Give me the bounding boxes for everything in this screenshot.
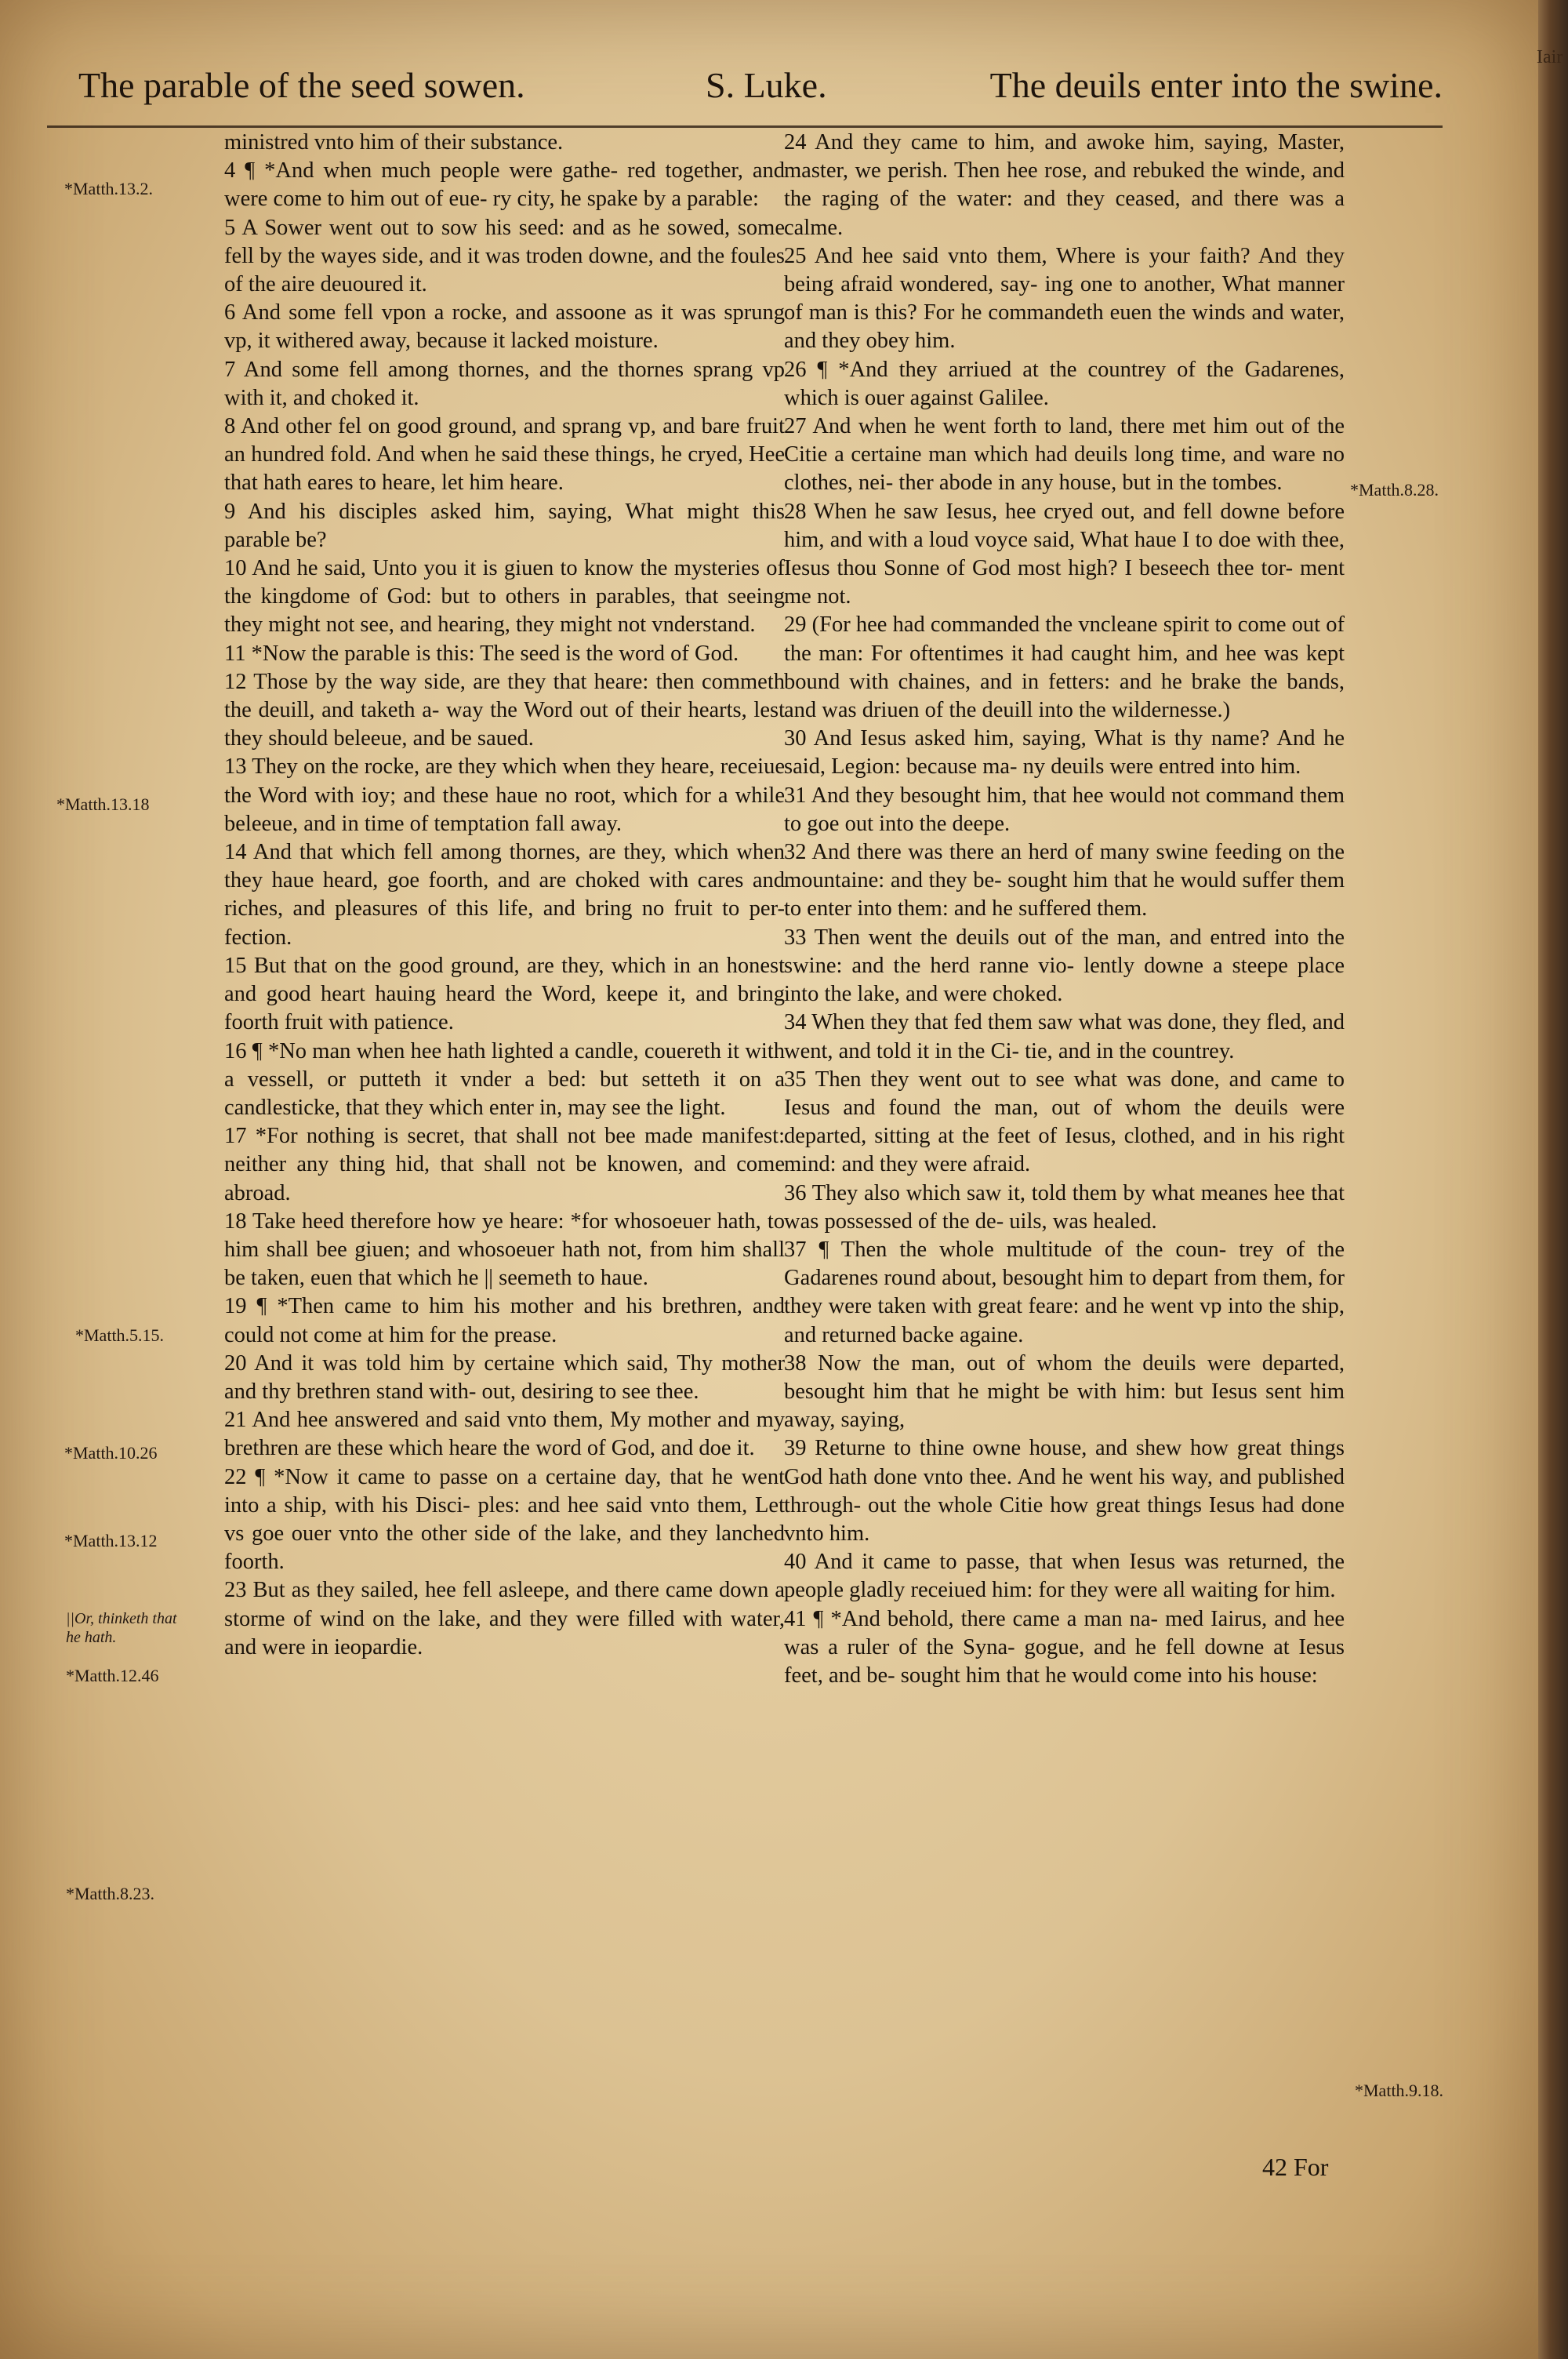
verse: 5 A Sower went out to sow his seed: and as he sowed, some fell by the wayes side, and it was troden downe, and the foules of the aire deuoured it. [224,215,785,297]
verse: 38 Now the man, out of whom the deuils were departed, besought him that he might be with him: but Iesus sent him away, saying, [784,1350,1345,1433]
verse: 13 They on the rocke, are they which when they heare, receiue the Word with ioy; and these haue no root, which for a while beleeue, and in time of temptation fall away. [224,754,785,836]
verse: 18 Take heed therefore how ye heare: *for whosoeuer hath, to him shall bee giuen; and whosoeuer hath not, from him shall be taken, euen that which he || seemeth to haue. [224,1209,785,1291]
margin-reference: *Matth.10.26 [64,1443,158,1463]
verse: 23 But as they sailed, hee fell asleepe, and there came down a storme of wind on the lake, and they were filled with water, and were in ieopardie. [224,1578,785,1659]
verse: 40 And it came to passe, that when Iesus was returned, the people gladly receiued him: for they were all waiting for him. [784,1550,1345,1603]
margin-gloss: ||Or, thinketh that he hath. [66,1610,177,1646]
verse: 6 And some fell vpon a rocke, and assoone as it was sprung vp, it withered away, because it lacked moisture. [224,300,785,354]
header-right: The deuils enter into the swine. [989,65,1443,105]
verse: 25 And hee said vnto them, Where is your faith? And they being afraid wondered, say- ing one to another, What manner of man is this? For he commandeth euen the winds and water, and they obey him. [784,243,1345,354]
margin-reference: *Matth.8.23. [66,1884,155,1903]
verse: 34 When they that fed them saw what was done, they fled, and went, and told it in the Ci- tie, and in the countrey. [784,1010,1345,1063]
header-left: The parable of the seed sowen. [78,65,525,105]
margin-reference: *Matth.13.2. [64,179,154,198]
verse: 4 ¶ *And when much people were gathe- red together, and were come to him out of eue- ry city, he spake by a parable: [224,158,785,212]
verse: 32 And there was there an herd of many swine feeding on the mountaine: and they be- sought him that he would suffer them to enter into them: and he suffered them. [784,840,1345,921]
header-center: S. Luke. [706,65,827,105]
running-header [78,64,1443,119]
header-rule [47,125,1443,128]
margin-reference: *Matth.8.28. [1350,480,1439,500]
verse: 9 And his disciples asked him, saying, What might this parable be? [224,499,785,552]
right-column [784,129,1345,1690]
verse: 31 And they besought him, that hee would not command them to goe out into the deepe. [784,783,1345,836]
margin-reference: *Matth.12.46 [66,1666,159,1685]
margin-reference: *Matth.5.15. [75,1325,165,1345]
verse: 29 (For hee had commanded the vncleane spirit to come out of the man: For oftentimes it had caught him, and hee was kept bound with chaines, and in fetters: and he brake the bands, and was driuen of the deuill into the wildernesse.) [784,612,1345,723]
verse: 8 And other fel on good ground, and sprang vp, and bare fruit an hundred fold. And when he said these things, he cryed, Hee that hath eares to heare, let him heare. [224,414,785,496]
verse: 24 And they came to him, and awoke him, saying, Master, master, we perish. Then hee rose, and rebuked the winde, and the raging of the water: and they ceased, and there was a calme. [784,130,1345,240]
verse: 15 But that on the good ground, are they, which in an honest and good heart hauing heard the Word, keepe it, and bring foorth fruit with patience. [224,953,785,1035]
verse: 22 ¶ *Now it came to passe on a certaine day, that he went into a ship, with his Disci- ples: and hee said vnto them, Let vs goe ouer vnto the other side of the lake, and they lanched foorth. [224,1464,785,1575]
verse: 19 ¶ *Then came to him his mother and his brethren, and could not come at him for the prease. [224,1294,785,1347]
left-column [224,129,785,1662]
verse: 7 And some fell among thornes, and the thornes sprang vp with it, and choked it. [224,357,785,410]
verse: 20 And it was told him by certaine which said, Thy mother and thy brethren stand with- out, desiring to see thee. [224,1350,785,1404]
margin-reference: *Matth.9.18. [1355,2081,1444,2100]
verse: 35 Then they went out to see what was done, and came to Iesus and found the man, out of whom the deuils were departed, sitting at the feet of Iesus, clothed, and in his right mind: and they were afraid. [784,1067,1345,1177]
verse: 12 Those by the way side, are they that heare: then commeth the deuill, and taketh a- way the Word out of their hearts, lest they should beleeue, and be saued. [224,669,785,751]
verse: 17 *For nothing is secret, that shall not bee made manifest: neither any thing hid, that shall not be knowen, and come abroad. [224,1124,785,1205]
verse: 37 ¶ Then the whole multitude of the coun- trey of the Gadarenes round about, besought him to depart from them, for they were taken with great feare: and he went vp into the ship, and returned backe againe. [784,1237,1345,1347]
verse: 33 Then went the deuils out of the man, and entred into the swine: and the herd ranne vio- lently downe a steepe place into the lake, and were choked. [784,925,1345,1007]
verse: 21 And hee answered and said vnto them, My mother and my brethren are these which heare the word of God, and doe it. [224,1408,785,1461]
verse: 28 When he saw Iesus, hee cryed out, and fell downe before him, and with a loud voyce said, What haue I to doe with thee, Iesus thou Sonne of God most high? I beseech thee tor- ment me not. [784,499,1345,609]
verse: 41 ¶ *And behold, there came a man na- med Iairus, and hee was a ruler of the Syna- gogue, and he fell downe at Iesus feet, and be- sought him that he would come into his house: [784,1606,1345,1688]
verse: 16 ¶ *No man when hee hath lighted a candle, couereth it with a vessell, or putteth it vnder a bed: but setteth it on a candlesticke, that they which enter in, may see the light. [224,1038,785,1120]
page-edge [1538,0,1568,2359]
catchword: 42 For [1262,2153,1329,2181]
verse: 36 They also which saw it, told them by what meanes hee that was possessed of the de- uils, was healed. [784,1180,1345,1234]
verse: 30 And Iesus asked him, saying, What is thy name? And he said, Legion: because ma- ny deuils were entred into him. [784,726,1345,780]
verse: 39 Returne to thine owne house, and shew how great things God hath done vnto thee. And he went his way, and published through- out the whole Citie how great things Iesus had done vnto him. [784,1436,1345,1546]
next-page-peek: Iair [1537,47,1563,67]
verse: 11 *Now the parable is this: The seed is the word of God. [224,641,739,666]
margin-reference: *Matth.13.18 [56,794,150,814]
verse: 27 And when he went forth to land, there met him out of the Citie a certaine man which had deuils long time, and ware no clothes, nei- ther abode in any house, but in the tombes. [784,414,1345,496]
margin-reference: *Matth.13.12 [64,1531,158,1550]
verse: 10 And he said, Unto you it is giuen to know the mysteries of the kingdome of God: but to others in parables, that seeing they might not see, and hearing, they might not vnderstand. [224,556,785,638]
verse: 26 ¶ *And they arriued at the countrey of the Gadarenes, which is ouer against Galilee. [784,357,1345,410]
verse: ministred vnto him of their substance. [224,130,564,154]
verse: 14 And that which fell among thornes, are they, which when they haue heard, goe foorth, and are choked with cares and riches, and pleasures of this life, and bring no fruit to per- fection. [224,840,785,950]
